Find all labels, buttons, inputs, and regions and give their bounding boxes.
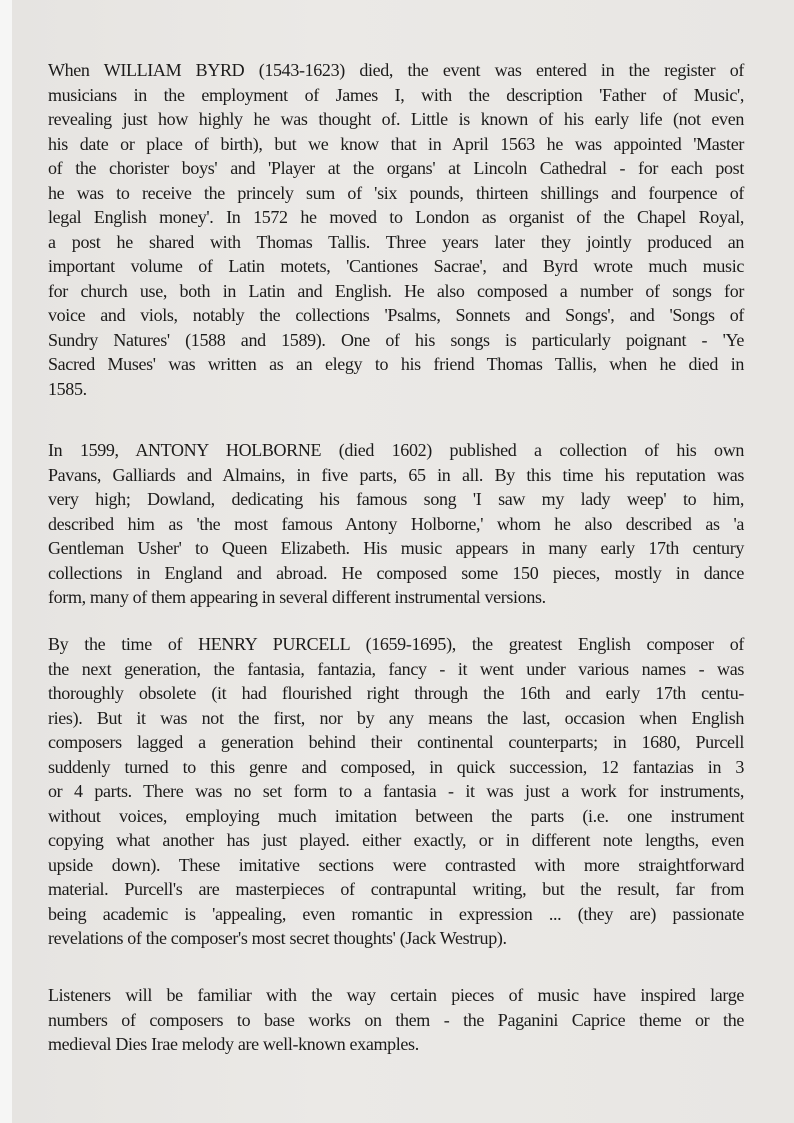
- text-line: Listeners will be familiar with the way certain pieces of music have inspired large: [48, 985, 744, 1005]
- text-line: ries). But it was not the first, nor by any means the last, occasion when English: [48, 707, 744, 728]
- text-line: numbers of composers to base works on them - the Paganini Caprice theme or the: [48, 1009, 744, 1030]
- paragraph-holborne: [48, 438, 744, 610]
- text-line: for church use, both in Latin and English. He also composed a number of songs for: [48, 280, 744, 301]
- paragraph-byrd: [48, 58, 744, 401]
- scan-edge: [0, 0, 12, 1123]
- text-line: Pavans, Galliards and Almains, in five parts, 65 in all. By this time his reputation was: [48, 464, 744, 485]
- paragraph-listeners: [48, 983, 744, 1057]
- text-line: voice and viols, notably the collections 'Psalms, Sonnets and Songs', and 'Songs of: [48, 305, 744, 325]
- text-line: Sundry Natures' (1588 and 1589). One of his songs is particularly poignant - 'Ye: [48, 329, 744, 350]
- text-line: his date or place of birth), but we know that in April 1563 he was appointed 'Master: [48, 133, 744, 154]
- text-line: described him as 'the most famous Antony Holborne,' whom he also described as 'a: [48, 513, 744, 534]
- text-line: Sacred Muses' was written as an elegy to his friend Thomas Tallis, when he died in: [48, 354, 744, 374]
- text-line: By the time of HENRY PURCELL (1659-1695), the greatest English composer of: [48, 634, 744, 654]
- text-line: material. Purcell's are masterpieces of contrapuntal writing, but the result, far from: [48, 879, 744, 899]
- text-line: composers lagged a generation behind their continental counterparts; in 1680, Purcell: [48, 732, 744, 752]
- text-line: upside down). These imitative sections were contrasted with more straightforward: [48, 854, 744, 875]
- text-line: When WILLIAM BYRD (1543-1623) died, the event was entered in the register of: [48, 60, 744, 80]
- text-line: or 4 parts. There was no set form to a fantasia - it was just a work for instruments,: [48, 781, 744, 801]
- text-line: revealing just how highly he was thought of. Little is known of his early life (not even: [48, 109, 744, 129]
- text-line: being academic is 'appealing, even romantic in expression ... (they are) passionate: [48, 903, 744, 924]
- text-line: 1585.: [48, 378, 87, 399]
- text-line: very high; Dowland, dedicating his famous song 'I saw my lady weep' to him,: [48, 489, 744, 509]
- text-line: important volume of Latin motets, 'Cantiones Sacrae', and Byrd wrote much music: [48, 256, 744, 276]
- text-line: thoroughly obsolete (it had flourished right through the 16th and early 17th centu-: [48, 683, 744, 703]
- text-line: legal English money'. In 1572 he moved to London as organist of the Chapel Royal,: [48, 207, 744, 227]
- text-line: of the chorister boys' and 'Player at the organs' at Lincoln Cathedral - for each post: [48, 158, 744, 178]
- text-line: collections in England and abroad. He composed some 150 pieces, mostly in dance: [48, 562, 744, 583]
- text-line: a post he shared with Thomas Tallis. Three years later they jointly produced an: [48, 231, 744, 252]
- text-line: medieval Dies Irae melody are well-known examples.: [48, 1034, 419, 1054]
- text-line: suddenly turned to this genre and composed, in quick succession, 12 fantazias in 3: [48, 756, 744, 777]
- text-line: without voices, employing much imitation between the parts (i.e. one instrument: [48, 805, 744, 826]
- paragraph-purcell: [48, 632, 744, 951]
- text-line: the next generation, the fantasia, fantazia, fancy - it went under various names - was: [48, 658, 744, 679]
- text-line: he was to receive the princely sum of 'six pounds, thirteen shillings and fourpence of: [48, 182, 744, 203]
- text-line: In 1599, ANTONY HOLBORNE (died 1602) published a collection of his own: [48, 440, 744, 460]
- text-line: musicians in the employment of James I, with the description 'Father of Music',: [48, 84, 744, 105]
- text-line: revelations of the composer's most secret thoughts' (Jack Westrup).: [48, 928, 507, 948]
- text-line: copying what another has just played. either exactly, or in different note lengths, even: [48, 830, 744, 850]
- text-line: form, many of them appearing in several different instrumental versions.: [48, 587, 546, 607]
- text-line: Gentleman Usher' to Queen Elizabeth. His music appears in many early 17th century: [48, 538, 744, 558]
